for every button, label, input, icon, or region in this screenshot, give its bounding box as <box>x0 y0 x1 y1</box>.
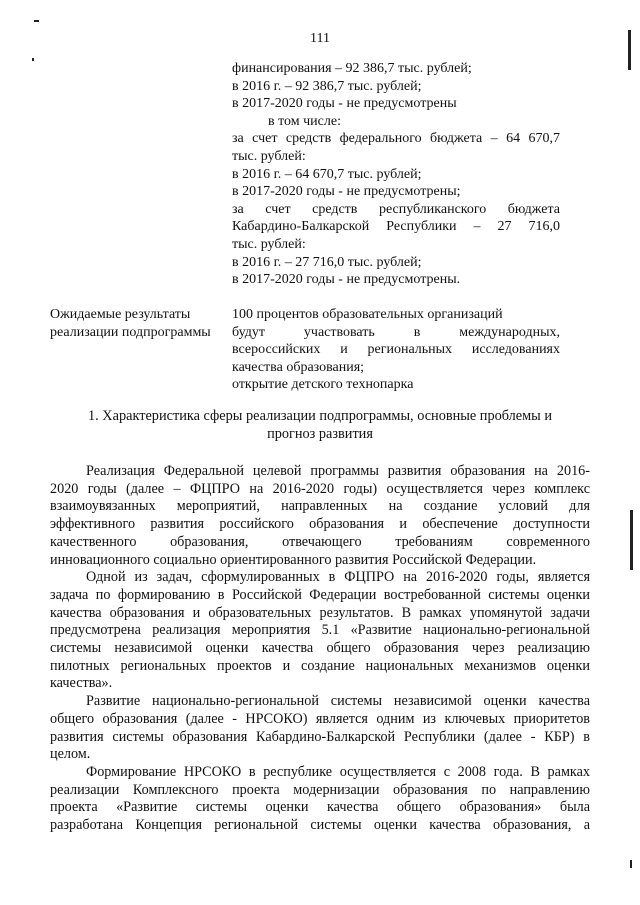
funding-line: в 2016 г. – 92 386,7 тыс. рублей; <box>232 78 422 94</box>
paragraph <box>50 764 590 835</box>
expected-results-value <box>232 306 560 394</box>
body-text <box>50 463 590 835</box>
paragraph-line: Развитие национально-региональной системы независимой оценки качества <box>86 693 590 710</box>
paragraph-line: реализации Комплексного проекта модернизации образования по направлению <box>50 781 590 798</box>
funding-line: за счет средств республиканского бюджета <box>232 201 560 217</box>
paragraph-line: системы независимой оценки качества общего образования через реализацию <box>50 640 590 657</box>
funding-line: в 2017-2020 годы - не предусмотрены; <box>232 184 461 200</box>
scan-mark <box>628 30 631 70</box>
expected-results-label <box>50 306 211 341</box>
paragraph-line: проекта «Развитие системы оценки качества общего образования» была <box>50 799 590 816</box>
paragraph-line: 2020 годы (далее – ФЦПРО на 2016-2020 годы) осуществляется через комплекс <box>50 480 590 497</box>
heading-line: прогноз развития <box>267 426 373 442</box>
section-heading <box>50 407 590 443</box>
paragraph <box>50 569 590 693</box>
paragraph-line: эффективного развития российского образования и обеспечение доступности <box>50 516 590 533</box>
paragraph-line: инновационного социально ориентированного развития Российской Федерации. <box>50 551 537 568</box>
paragraph <box>50 693 590 764</box>
result-line: качества образования; <box>232 359 365 375</box>
scan-mark <box>630 510 633 570</box>
paragraph-line: Одной из задач, сформулированных в ФЦПРО на 2016-2020 годы, является <box>86 569 590 586</box>
paragraph-line: развития системы образования Кабардино-Балкарской Республики (далее - КБР) в <box>50 728 590 745</box>
paragraph-line: предусмотрена реализация мероприятия 5.1 «Развитие национально-региональной <box>50 622 590 639</box>
paragraph <box>50 463 590 569</box>
paragraph-line: общего образования (далее - НРСОКО) является одним из ключевых приоритетов <box>50 710 590 727</box>
funding-line: финансирования – 92 386,7 тыс. рублей; <box>232 61 472 76</box>
heading-line: 1. Характеристика сферы реализации подпрограммы, основные проблемы и <box>87 408 553 424</box>
funding-block <box>232 60 560 289</box>
funding-line: тыс. рублей: <box>232 236 306 252</box>
label-line: Ожидаемые результаты <box>50 307 191 322</box>
paragraph-line: качества». <box>50 675 113 692</box>
result-line: открытие детского технопарка <box>232 377 414 393</box>
result-line: всероссийских и региональных исследованиях <box>232 342 560 358</box>
scan-mark <box>630 860 632 868</box>
paragraph-line: качества образования и образовательных результатов. В рамках упомянутой задачи <box>50 604 590 621</box>
scan-mark <box>34 20 39 22</box>
funding-line: Кабардино-Балкарской Республики – 27 716,0 <box>232 219 560 235</box>
paragraph-line: Реализация Федеральной целевой программы развития образования на 2016- <box>86 463 590 479</box>
funding-line: за счет средств федерального бюджета – 64 670,7 <box>232 131 560 147</box>
funding-line: тыс. рублей: <box>232 148 306 164</box>
funding-line: в 2017-2020 годы - не предусмотрены <box>232 96 457 112</box>
scan-mark <box>32 58 34 61</box>
result-line: будут участвовать в международных, <box>232 324 560 340</box>
paragraph-line: пилотных региональных проектов и создание национальных механизмов оценки <box>50 657 590 674</box>
paragraph-line: качественного образования, отвечающего требованиям современного <box>50 533 590 550</box>
label-line: реализации подпрограммы <box>50 324 211 340</box>
funding-line: в 2016 г. – 64 670,7 тыс. рублей; <box>232 166 422 182</box>
funding-line: в 2017-2020 годы - не предусмотрены. <box>232 272 461 288</box>
paragraph-line: взаимоувязанных мероприятий, направленных на создание условий для <box>50 498 590 515</box>
funding-line: в 2016 г. – 27 716,0 тыс. рублей; <box>232 254 422 270</box>
paragraph-line: задача по формированию в Российской Федерации востребованной системы оценки <box>50 586 590 603</box>
page-number: 111 <box>310 31 330 46</box>
funding-line: в том числе: <box>268 113 341 129</box>
result-line: 100 процентов образовательных организаций <box>232 307 503 322</box>
paragraph-line: Формирование НРСОКО в республике осуществляется с 2008 года. В рамках <box>86 763 590 780</box>
paragraph-line: разработана Концепция региональной системы оценки качества образования, а <box>50 817 590 834</box>
paragraph-line: целом. <box>50 746 91 763</box>
